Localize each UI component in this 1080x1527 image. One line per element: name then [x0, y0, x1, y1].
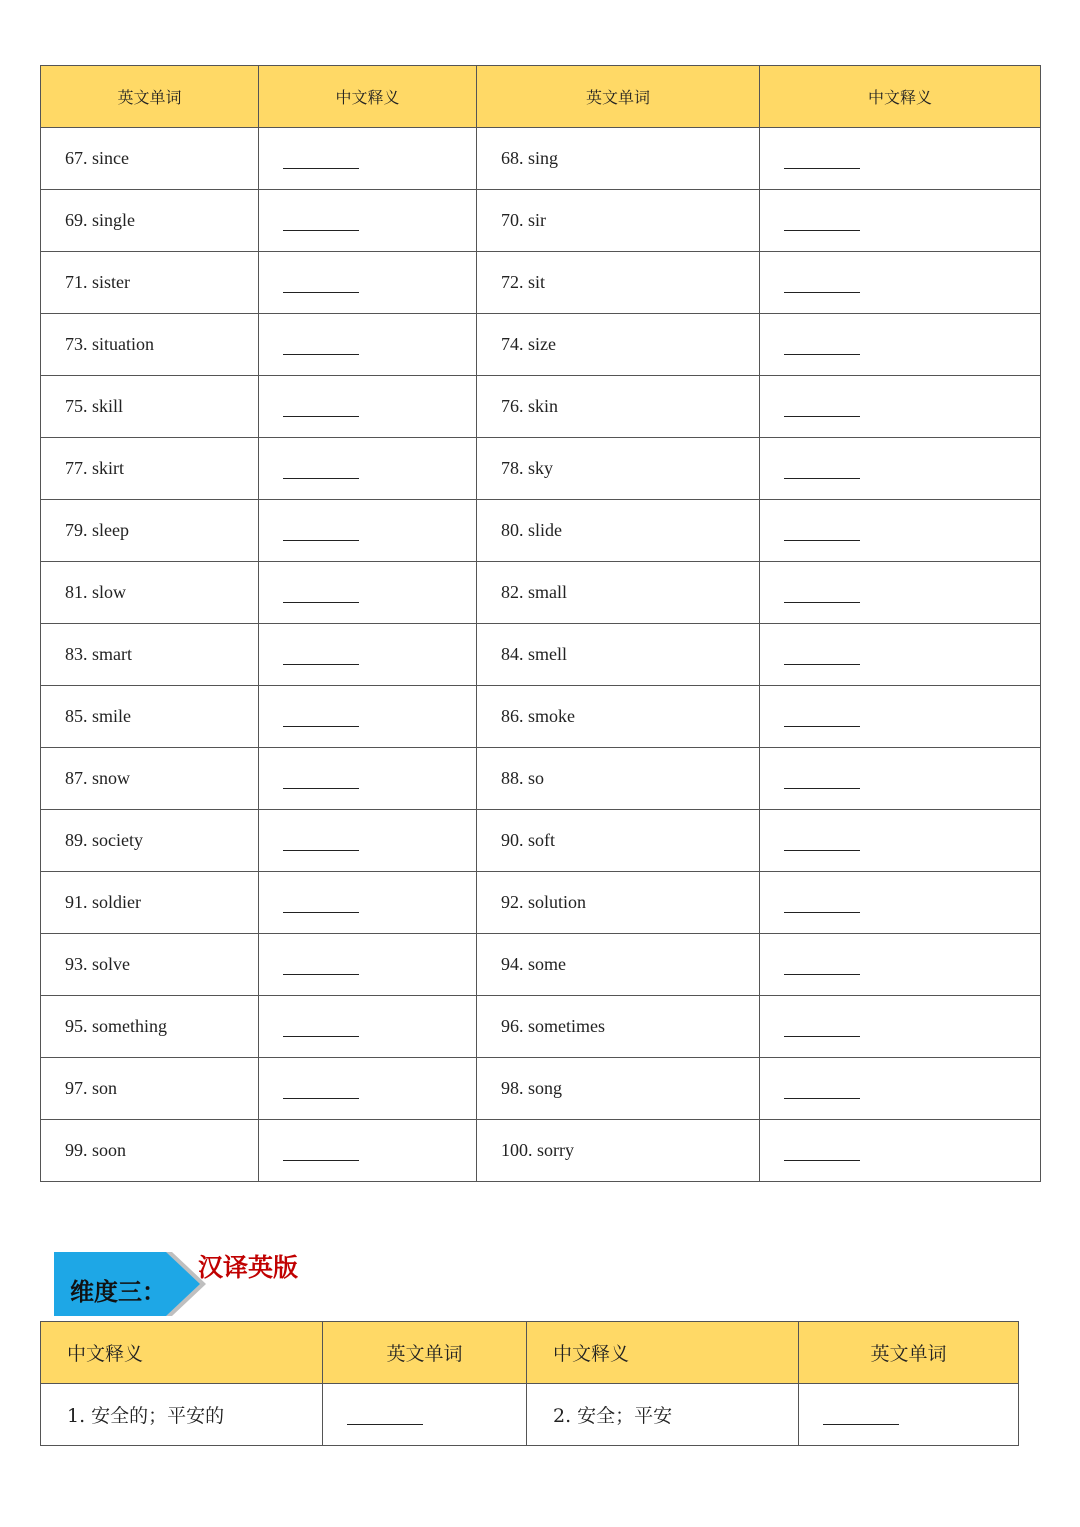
header-chinese-meaning-1: 中文释义: [259, 66, 477, 128]
right-answer-cell[interactable]: [760, 934, 1041, 996]
left-answer-cell[interactable]: [259, 252, 477, 314]
answer-blank-line[interactable]: [823, 1406, 899, 1425]
left-word-cell: 77. skirt: [41, 438, 259, 500]
answer-blank-line[interactable]: [283, 770, 359, 789]
left-word-cell: 93. solve: [41, 934, 259, 996]
left-word-cell: 79. sleep: [41, 500, 259, 562]
left-word-cell: 99. soon: [41, 1120, 259, 1182]
right-word-cell: 70. sir: [477, 190, 760, 252]
answer-blank-line[interactable]: [784, 212, 860, 231]
table-row: [41, 500, 1041, 562]
right-word-cell: 96. sometimes: [477, 996, 760, 1058]
right-word-cell: 98. song: [477, 1058, 760, 1120]
right-answer-cell[interactable]: [760, 438, 1041, 500]
right-word-cell: 92. solution: [477, 872, 760, 934]
left-word-cell: 73. situation: [41, 314, 259, 376]
left-word-cell: 97. son: [41, 1058, 259, 1120]
left-answer-cell[interactable]: [259, 1058, 477, 1120]
left-word-cell: 67. since: [41, 128, 259, 190]
answer-blank-line[interactable]: [283, 1142, 359, 1161]
table-row: [41, 1120, 1041, 1182]
left-word-cell: 91. soldier: [41, 872, 259, 934]
answer-blank-line[interactable]: [283, 646, 359, 665]
answer-blank-line[interactable]: [784, 398, 860, 417]
section-badge: [54, 1252, 206, 1316]
table-row: [41, 376, 1041, 438]
answer-blank-line[interactable]: [784, 1142, 860, 1161]
left-word-cell: 85. smile: [41, 686, 259, 748]
c2e-header-row: [41, 1322, 1019, 1384]
right-word-cell: 88. so: [477, 748, 760, 810]
right-answer-cell[interactable]: [760, 314, 1041, 376]
left-answer-cell[interactable]: [259, 128, 477, 190]
left-answer-cell[interactable]: [323, 1384, 527, 1446]
right-answer-cell[interactable]: [760, 1058, 1041, 1120]
header-chinese-meaning-2: 中文释义: [760, 66, 1041, 128]
left-answer-cell[interactable]: [259, 190, 477, 252]
answer-blank-line[interactable]: [283, 832, 359, 851]
right-word-cell: 78. sky: [477, 438, 760, 500]
table-row: [41, 996, 1041, 1058]
left-answer-cell[interactable]: [259, 748, 477, 810]
left-answer-cell[interactable]: [259, 562, 477, 624]
left-answer-cell[interactable]: [259, 996, 477, 1058]
answer-blank-line[interactable]: [784, 1018, 860, 1037]
answer-blank-line[interactable]: [784, 956, 860, 975]
answer-blank-line[interactable]: [283, 956, 359, 975]
answer-blank-line[interactable]: [784, 336, 860, 355]
answer-blank-line[interactable]: [283, 460, 359, 479]
right-answer-cell[interactable]: [760, 1120, 1041, 1182]
answer-blank-line[interactable]: [283, 398, 359, 417]
table-row: [41, 1384, 1019, 1446]
left-word-cell: 71. sister: [41, 252, 259, 314]
right-word-cell: 90. soft: [477, 810, 760, 872]
left-answer-cell[interactable]: [259, 500, 477, 562]
answer-blank-line[interactable]: [784, 522, 860, 541]
vocab-header-row: [41, 66, 1041, 128]
right-word-cell: 76. skin: [477, 376, 760, 438]
header-english-word-1: 英文单词: [41, 66, 259, 128]
answer-blank-line[interactable]: [784, 1080, 860, 1099]
left-answer-cell[interactable]: [259, 376, 477, 438]
table-row: [41, 934, 1041, 996]
table-row: [41, 252, 1041, 314]
right-word-cell: 68. sing: [477, 128, 760, 190]
left-word-cell: 69. single: [41, 190, 259, 252]
answer-blank-line[interactable]: [784, 894, 860, 913]
answer-blank-line[interactable]: [283, 708, 359, 727]
table-row: [41, 190, 1041, 252]
badge-label: 维度三：: [70, 1277, 166, 1306]
right-word-cell: 74. size: [477, 314, 760, 376]
left-word-cell: 75. skill: [41, 376, 259, 438]
right-word-cell: 84. smell: [477, 624, 760, 686]
answer-blank-line[interactable]: [784, 708, 860, 727]
answer-blank-line[interactable]: [784, 274, 860, 293]
right-answer-cell[interactable]: [760, 624, 1041, 686]
left-answer-cell[interactable]: [259, 438, 477, 500]
chinese-to-english-table: [40, 1321, 1019, 1446]
left-answer-cell[interactable]: [259, 624, 477, 686]
answer-blank-line[interactable]: [283, 584, 359, 603]
right-word-cell: 2. 安全；平安: [527, 1384, 799, 1446]
right-answer-cell[interactable]: [760, 190, 1041, 252]
table-row: [41, 314, 1041, 376]
table-row: [41, 810, 1041, 872]
right-answer-cell[interactable]: [760, 748, 1041, 810]
left-word-cell: 81. slow: [41, 562, 259, 624]
header-chinese-meaning-2: 中文释义: [527, 1322, 799, 1384]
answer-blank-line[interactable]: [784, 150, 860, 169]
table-row: [41, 686, 1041, 748]
right-answer-cell[interactable]: [760, 810, 1041, 872]
right-answer-cell[interactable]: [760, 562, 1041, 624]
answer-blank-line[interactable]: [283, 894, 359, 913]
left-word-cell: 87. snow: [41, 748, 259, 810]
answer-blank-line[interactable]: [283, 1080, 359, 1099]
right-answer-cell[interactable]: [760, 376, 1041, 438]
left-word-cell: 83. smart: [41, 624, 259, 686]
left-answer-cell[interactable]: [259, 1120, 477, 1182]
header-english-word-2: 英文单词: [477, 66, 760, 128]
right-word-cell: 86. smoke: [477, 686, 760, 748]
left-answer-cell[interactable]: [259, 314, 477, 376]
header-english-word-1: 英文单词: [323, 1322, 527, 1384]
table-row: [41, 438, 1041, 500]
header-english-word-2: 英文单词: [799, 1322, 1019, 1384]
left-word-cell: 1. 安全的；平安的: [41, 1384, 323, 1446]
table-row: [41, 624, 1041, 686]
right-answer-cell[interactable]: [760, 500, 1041, 562]
right-answer-cell[interactable]: [760, 996, 1041, 1058]
answer-blank-line[interactable]: [283, 212, 359, 231]
left-answer-cell[interactable]: [259, 872, 477, 934]
right-answer-cell[interactable]: [799, 1384, 1019, 1446]
table-row: [41, 1058, 1041, 1120]
answer-blank-line[interactable]: [784, 770, 860, 789]
section-title: 汉译英版: [198, 1253, 299, 1282]
right-answer-cell[interactable]: [760, 686, 1041, 748]
right-answer-cell[interactable]: [760, 252, 1041, 314]
answer-blank-line[interactable]: [784, 832, 860, 851]
right-word-cell: 82. small: [477, 562, 760, 624]
right-answer-cell[interactable]: [760, 128, 1041, 190]
vocab-table: [40, 65, 1041, 1182]
answer-blank-line[interactable]: [784, 584, 860, 603]
answer-blank-line[interactable]: [784, 460, 860, 479]
right-word-cell: 80. slide: [477, 500, 760, 562]
left-answer-cell[interactable]: [259, 686, 477, 748]
left-answer-cell[interactable]: [259, 810, 477, 872]
table-row: [41, 748, 1041, 810]
answer-blank-line[interactable]: [283, 150, 359, 169]
left-answer-cell[interactable]: [259, 934, 477, 996]
left-word-cell: 95. something: [41, 996, 259, 1058]
answer-blank-line[interactable]: [784, 646, 860, 665]
right-word-cell: 100. sorry: [477, 1120, 760, 1182]
answer-blank-line[interactable]: [283, 274, 359, 293]
table-row: [41, 128, 1041, 190]
table-row: [41, 872, 1041, 934]
header-chinese-meaning-1: 中文释义: [41, 1322, 323, 1384]
answer-blank-line[interactable]: [283, 1018, 359, 1037]
answer-blank-line[interactable]: [283, 522, 359, 541]
right-word-cell: 72. sit: [477, 252, 760, 314]
left-word-cell: 89. society: [41, 810, 259, 872]
answer-blank-line[interactable]: [283, 336, 359, 355]
right-word-cell: 94. some: [477, 934, 760, 996]
answer-blank-line[interactable]: [347, 1406, 423, 1425]
right-answer-cell[interactable]: [760, 872, 1041, 934]
table-row: [41, 562, 1041, 624]
